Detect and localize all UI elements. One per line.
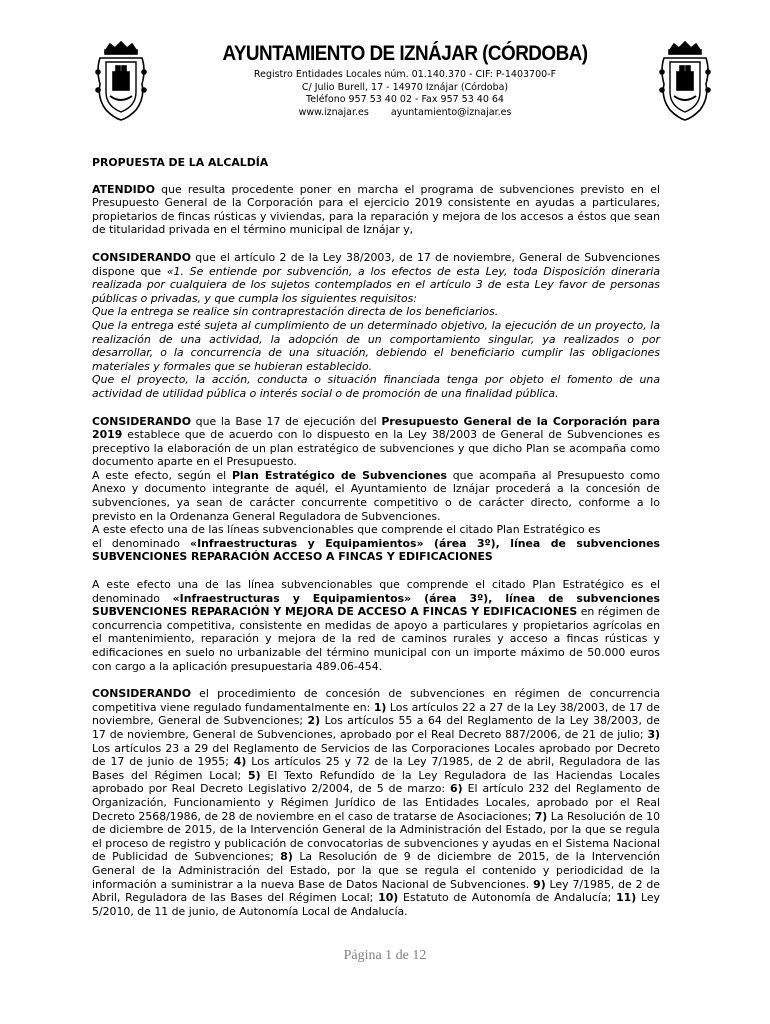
list-number: 5) <box>248 768 261 782</box>
list-number: 7) <box>534 809 548 823</box>
paragraph-linea-subvencionable <box>92 578 660 673</box>
paragraph-text: La Resolución de 9 de diciembre de 2015, de la Intervención General de la Administración del Estado, por la que se regula el contenido y periodicidad de la información a suministrar a la nueva Base de Datos Nacional de Subvenciones. <box>92 850 660 891</box>
paragraph-text: Los artículos 25 y 72 de la Ley 7/1985, de 2 de abril, Reguladora de las Bases del Régimen Local; <box>92 755 661 782</box>
paragraph-emphasis: Plan Estratégico de Subvenciones <box>231 468 448 482</box>
paragraph-body <box>92 251 660 305</box>
paragraph-text: Ley 7/1985, de 2 de Abril, Reguladora de las Bases del Régimen Local; <box>92 877 660 905</box>
paragraph-text: establece que de acuerdo con lo dispuesto en la Ley 38/2003 de General de Subvenciones es preceptivo la elaboración de un plan estratégico de subvenciones y que dicho Plan se acompaña como documento aparte en el Presupuesto. <box>92 428 660 469</box>
legal-quote-item: Que el proyecto, la acción, conducta o situación financiada tenga por objeto el fomento de una actividad de utilidad pública o interés social o de promoción de una finalidad pública. <box>92 373 660 400</box>
paragraph-text: Los artículos 55 a 64 del Reglamento de la Ley 38/2003, de 17 de noviembre, General de Subvenciones, aprobado por el Real Decreto 887/2006, de 21 de julio; <box>92 714 661 741</box>
paragraph-considerando-1 <box>92 251 660 401</box>
municipal-crest-icon <box>656 40 714 122</box>
list-number: 4) <box>233 755 247 769</box>
list-number: 8) <box>280 850 293 864</box>
paragraph-text: el denominado <box>92 536 191 550</box>
paragraph-text: que acompaña al Presupuesto como Anexo y documento integrante de aquél, el Ayuntamiento de Iznájar procederá a la concesión de subvenciones, ya sean de carácter concurrente competitivo o de carácter directo, conforme a lo previsto en la Ordenanza General Reguladora de Subvenciones. <box>92 468 660 523</box>
web-email-line <box>170 107 640 120</box>
list-number: 3) <box>647 727 660 741</box>
paragraph-text: Ley 5/2010, de 11 de junio, de Autonomía Local de Andalucía. <box>92 891 660 918</box>
paragraph-text: A este efecto una de las líneas subvencionables que comprende el citado Plan Estratégico es <box>92 523 601 537</box>
paragraph-text: en régimen de concurrencia competitiva, consistente en medidas de apoyo a particulares y propietarios agrícolas en el mantenimiento, reparación y mejora de la red de caminos rurales y acceso a fincas rústicas y edificaciones en suelo no urbanizable del término municipal con un importe máximo de 50.000 euros con cargo a la aplicación presupuestaria 489.06-454. <box>92 605 660 673</box>
paragraph-text: que la Base 17 de ejecución del <box>190 414 382 428</box>
paragraph-text: La Resolución de 10 de diciembre de 2015, de la Intervención General de la Administración del Estado, por la que se regula el proceso de registro y publicación de convocatorias de subvenciones y ayudas en el Sistema Nacional de Publicidad de Subvenciones; <box>92 809 660 864</box>
paragraph-body <box>92 537 660 564</box>
paragraph-text: El artículo 232 del Reglamento de Organización, Funcionamiento y Régimen Jurídico de las Entidades Locales, aprobado por el Real Decreto 2568/1986, de 28 de noviembre en el caso de tratarse de Asociaciones; <box>92 782 660 823</box>
paragraph-considerando-2 <box>92 415 660 565</box>
municipal-crest-icon <box>92 40 150 122</box>
website-link[interactable]: www.iznajar.es <box>298 106 369 118</box>
address-line: C/ Julio Burell, 17 - 14970 Iznájar (Córdoba) <box>301 81 509 93</box>
document-body <box>92 156 660 932</box>
email-link[interactable]: ayuntamiento@iznajar.es <box>390 106 512 118</box>
paragraph-text: A este efecto una de las línea subvencionables que comprende el citado Plan Estratégico es el denominado <box>92 578 660 605</box>
list-number: 1) <box>373 700 387 714</box>
paragraph-emphasis: «Infraestructuras y Equipamientos» (área 3º), línea de subvenciones SUBVENCIONES REPARACIÓN ACCESO A FINCAS Y EDIFICACIONES <box>92 536 660 564</box>
paragraph-body <box>92 469 660 523</box>
registry-line: Registro Entidades Locales núm. 01.140.370 - CIF: P-1403700-F <box>253 69 557 80</box>
paragraph-lead: CONSIDERANDO <box>92 250 191 264</box>
paragraph-text: que resulta procedente poner en marcha el programa de subvenciones previsto en el Presupuesto General de la Corporación para el ejercicio 2019 consistente en ayudas a particulares, propietarios de fincas rústicas y viviendas, para la reparación y mejora de los accesos a éstos que sean de titularidad privada en el término municipal de Iznájar y, <box>92 182 660 237</box>
legal-quote-item: Que la entrega esté sujeta al cumplimiento de un determinado objetivo, la ejecución de un proyecto, la realización de una actividad, la adopción de un comportamiento singular, ya realizados o por desarrollar, o la concurrencia de una situación, debiendo el beneficiario cumplir las obligaciones materiales y formales que se hubieran establecido. <box>92 318 660 373</box>
paragraph-emphasis: «Infraestructuras y Equipamientos» (área 3º), línea de subvenciones SUBVENCIONES REPARACIÓN Y MEJORA DE ACCESO A FINCAS Y EDIFICACIONES <box>92 591 660 619</box>
document-heading: PROPUESTA DE LA ALCALDÍA <box>92 156 269 169</box>
list-number: 2) <box>307 714 321 728</box>
paragraph-body <box>92 523 660 537</box>
letterhead-title: AYUNTAMIENTO DE IZNÁJAR (CÓRDOBA) <box>222 42 588 65</box>
paragraph-emphasis: Presupuesto General de la Corporación para 2019 <box>92 414 661 442</box>
paragraph-body <box>92 415 660 469</box>
paragraph-text: Estatuto de Autonomía de Andalucía; <box>398 891 617 905</box>
paragraph-text: Los artículos 23 a 29 del Reglamento de Servicios de las Corporaciones Locales aprobado por Decreto de 17 de junio de 1955; <box>92 741 660 769</box>
paragraph-text: El Texto Refundido de la Ley Reguladora de las Haciendas Locales aprobado por Real Decreto Legislativo 2/2004, de 5 de marzo: <box>92 768 660 796</box>
page-number: Página 1 de 12 <box>343 948 427 963</box>
paragraph-considerando-3 <box>92 687 660 918</box>
paragraph-lead: CONSIDERANDO <box>92 687 191 701</box>
paragraph-lead: ATENDIDO <box>92 182 155 196</box>
paragraph-lead: CONSIDERANDO <box>92 414 191 428</box>
paragraph-atendido <box>92 183 660 237</box>
list-number: 11) <box>616 891 637 905</box>
paragraph-text: Los artículos 22 a 27 de la Ley 38/2003, de 17 de noviembre, General de Subvenciones; <box>92 700 660 728</box>
letterhead <box>170 42 640 119</box>
paragraph-text: el procedimiento de concesión de subvenciones en régimen de concurrencia competitiva viene regulado fundamentalmente en: <box>92 687 660 714</box>
paragraph-text: A este efecto, según el <box>92 468 232 482</box>
list-number: 10) <box>378 891 399 905</box>
list-number: 9) <box>533 877 546 891</box>
list-number: 6) <box>450 782 463 796</box>
phone-fax-line: Teléfono 957 53 40 02 - Fax 957 53 40 64 <box>306 94 504 105</box>
legal-quote-item: Que la entrega se realice sin contraprestación directa de los beneficiarios. <box>92 305 499 319</box>
legal-quote: «1. Se entiende por subvención, a los efectos de esta Ley, toda Disposición dineraria realizada por cualquiera de los sujetos contemplados en el artículo 3 de esta Ley favor de personas públicas o privadas, y que cumpla los siguientes requisitos: <box>92 264 660 305</box>
letterhead-info <box>170 69 640 119</box>
paragraph-text: que el artículo 2 de la Ley 38/2003, de 17 de noviembre, General de Subvenciones dispone que <box>92 250 660 278</box>
